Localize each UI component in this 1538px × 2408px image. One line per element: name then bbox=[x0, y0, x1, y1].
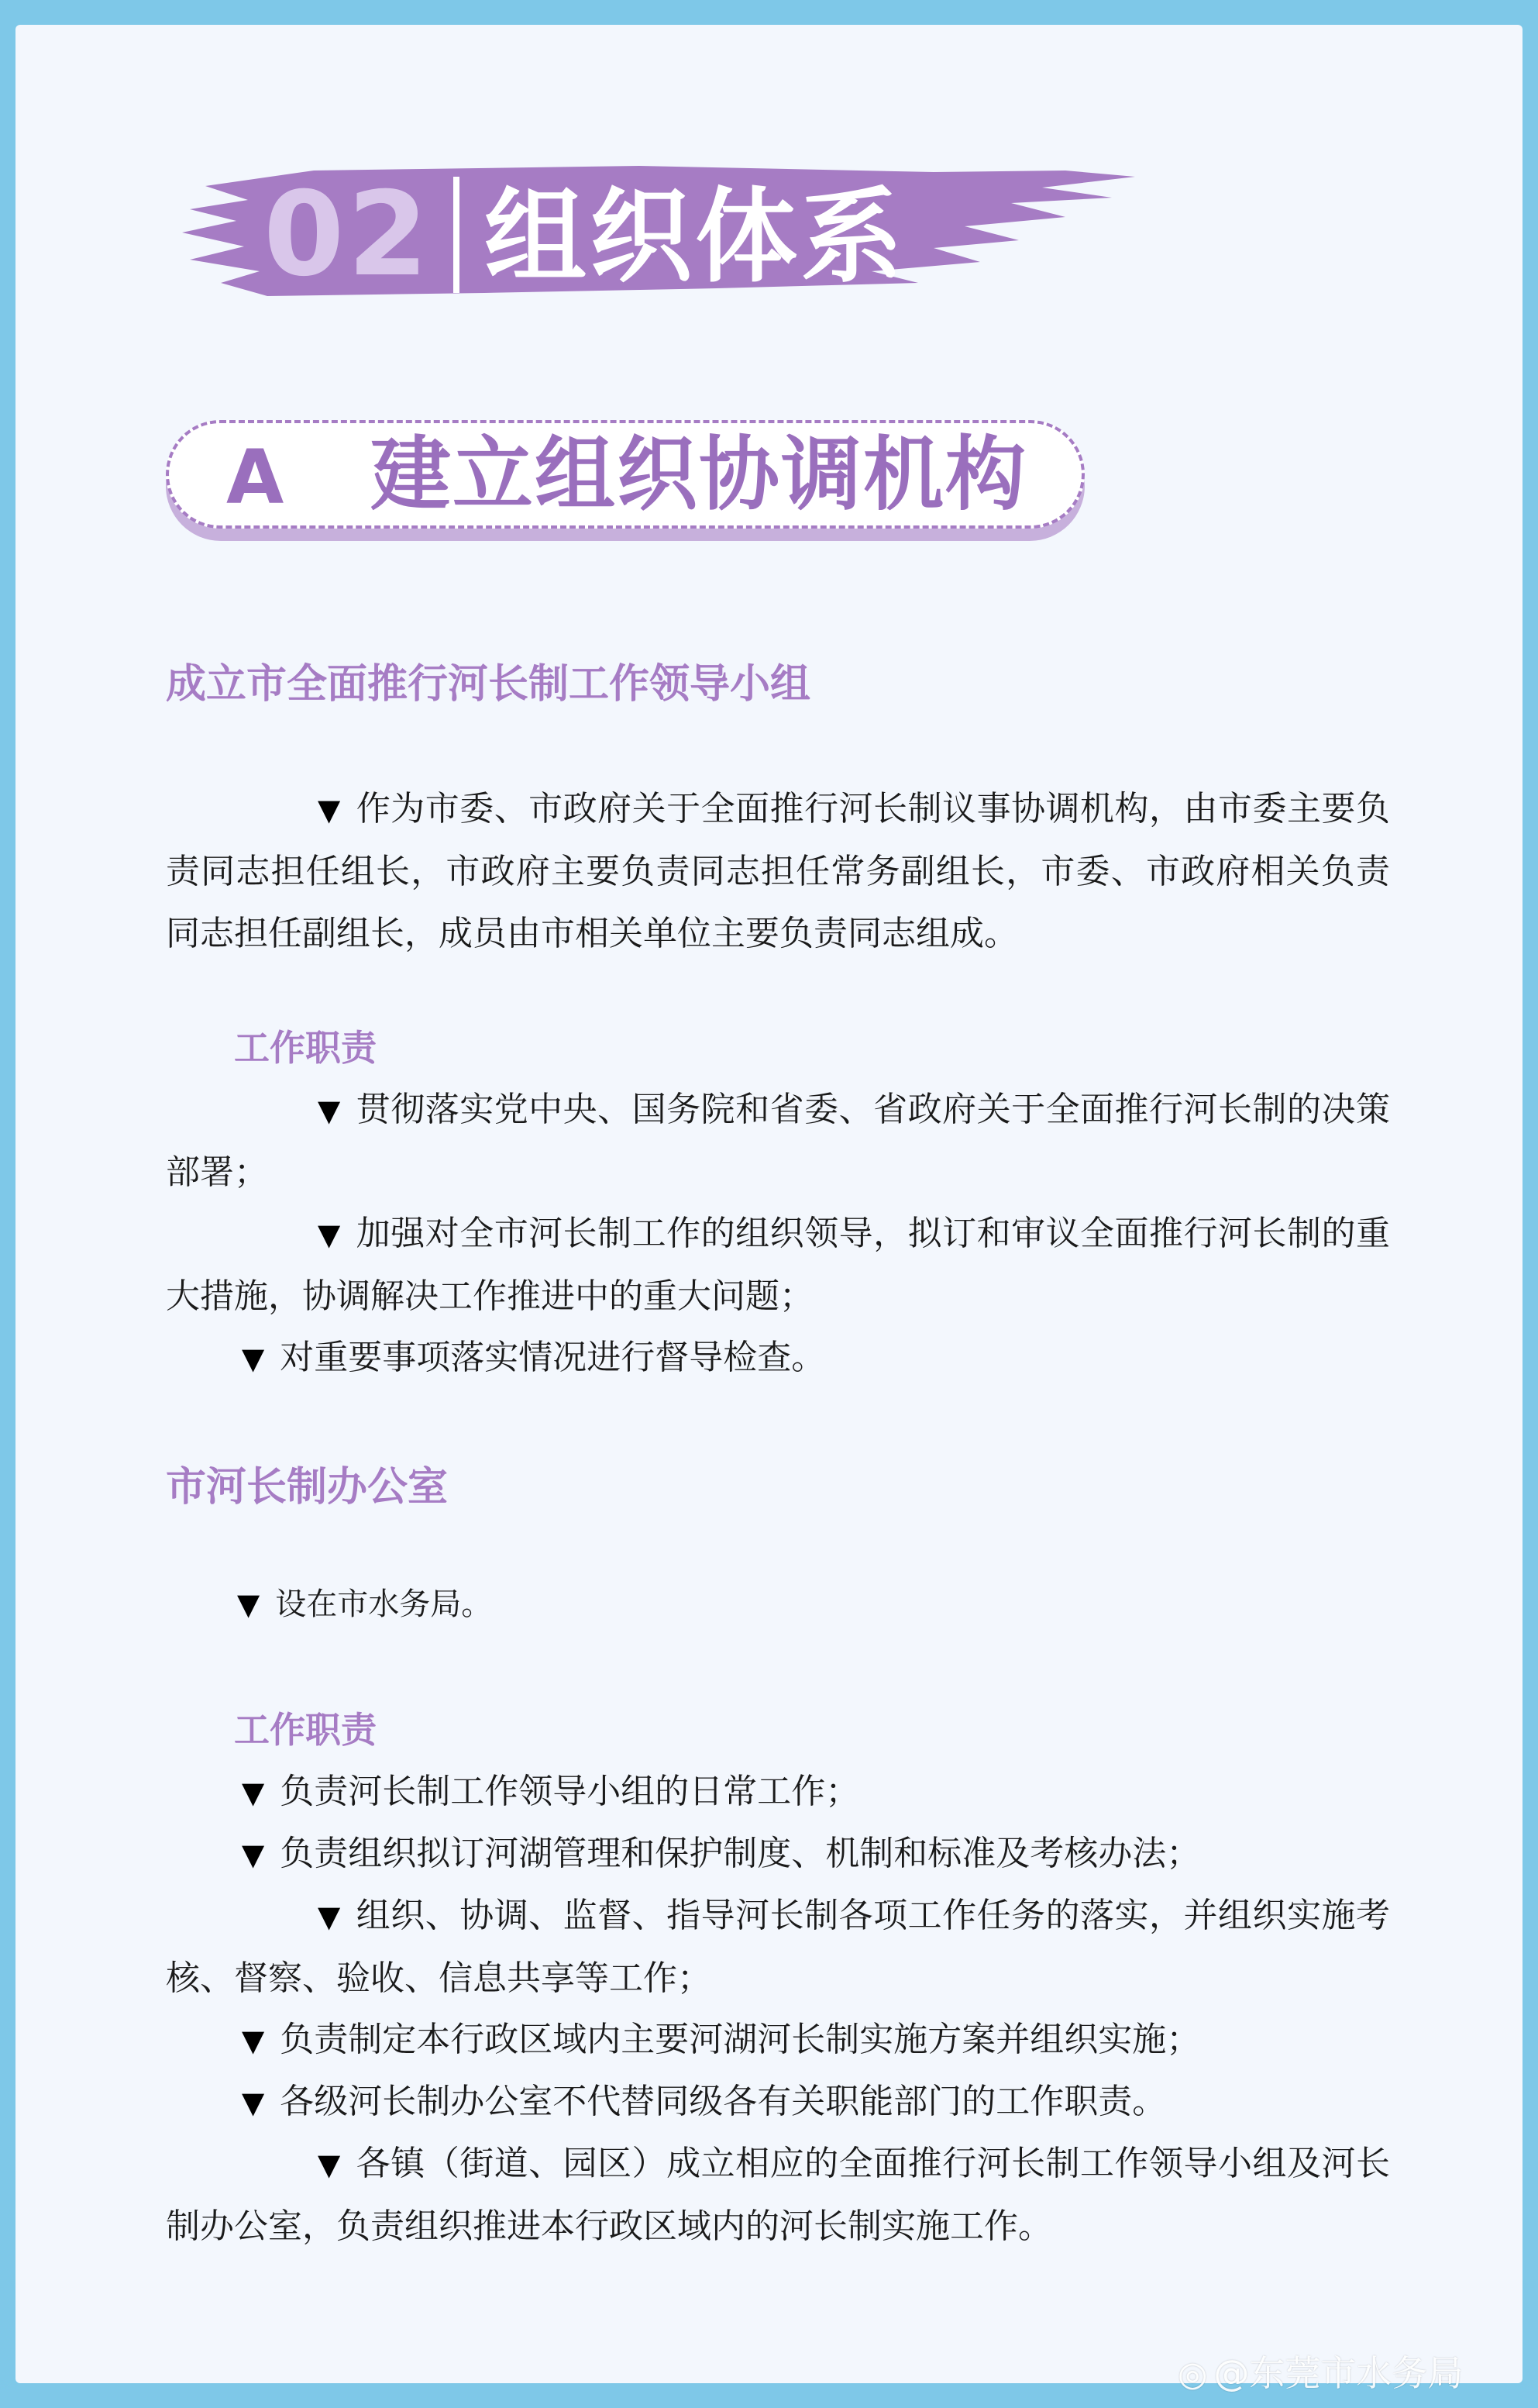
section-letter: A bbox=[226, 434, 284, 521]
bullet-icon: ▼ bbox=[242, 2024, 265, 2058]
office-duties-heading: 工作职责 bbox=[234, 1709, 377, 1751]
bullet-icon: ▼ bbox=[242, 1342, 265, 1376]
office-heading: 市河长制办公室 bbox=[166, 1464, 449, 1511]
bullet-icon: ▼ bbox=[242, 1776, 265, 1810]
section-number: 02 bbox=[263, 167, 432, 302]
bullet-icon: ▼ bbox=[318, 793, 341, 827]
title-divider bbox=[453, 177, 459, 293]
page-title: 组织体系 bbox=[484, 177, 906, 297]
leading-group-duties-heading: 工作职责 bbox=[234, 1027, 377, 1069]
bullet-icon: ▼ bbox=[318, 1218, 341, 1252]
office-duty-2: ▼ 负责组织拟订河湖管理和保护制度、机制和标准及考核办法； bbox=[242, 1823, 1200, 1886]
watermark: ◎ @东莞市水务局 bbox=[1178, 2352, 1464, 2394]
bullet-icon: ▼ bbox=[318, 1900, 341, 1934]
office-duty-1: ▼ 负责河长制工作领导小组的日常工作； bbox=[242, 1761, 859, 1824]
section-title: 建立组织协调机构 bbox=[370, 427, 1028, 522]
bullet-icon: ▼ bbox=[242, 1838, 265, 1872]
weibo-icon: ◎ bbox=[1178, 2355, 1208, 2394]
office-duty-3: ▼ 组织、协调、监督、指导河长制各项工作任务的落实，并组织实施考核、督察、验收、信息共享等工作； bbox=[166, 1885, 1390, 2010]
bullet-icon: ▼ bbox=[318, 1094, 341, 1128]
office-duty-6: ▼ 各镇（街道、园区）成立相应的全面推行河长制工作领导小组及河长制办公室，负责组织推进本行政区域内的河长制实施工作。 bbox=[166, 2133, 1390, 2258]
bullet-icon: ▼ bbox=[318, 2148, 341, 2182]
leading-group-duty-1: ▼ 贯彻落实党中央、国务院和省委、省政府关于全面推行河长制的决策部署； bbox=[166, 1079, 1390, 1204]
leading-group-duty-3: ▼ 对重要事项落实情况进行督导检查。 bbox=[242, 1327, 825, 1390]
office-duty-4: ▼ 负责制定本行政区域内主要河湖河长制实施方案并组织实施； bbox=[242, 2009, 1200, 2072]
leading-group-duty-2: ▼ 加强对全市河长制工作的组织领导，拟订和审议全面推行河长制的重大措施，协调解决工作推进中的重大问题； bbox=[166, 1203, 1390, 1328]
leading-group-paragraph: ▼ 作为市委、市政府关于全面推行河长制议事协调机构，由市委主要负责同志担任组长，市政府主要负责同志担任常务副组长，市委、市政府相关负责同志担任副组长，成员由市相关单位主要负责同志组成。 bbox=[166, 778, 1390, 965]
office-duty-5: ▼ 各级河长制办公室不代替同级各有关职能部门的工作职责。 bbox=[242, 2071, 1166, 2134]
office-location: ▼ 设在市水务局。 bbox=[237, 1579, 492, 1629]
bullet-icon: ▼ bbox=[237, 1587, 260, 1621]
leading-group-heading: 成立市全面推行河长制工作领导小组 bbox=[166, 661, 811, 708]
bullet-icon: ▼ bbox=[242, 2086, 265, 2120]
title-banner bbox=[174, 155, 1151, 310]
